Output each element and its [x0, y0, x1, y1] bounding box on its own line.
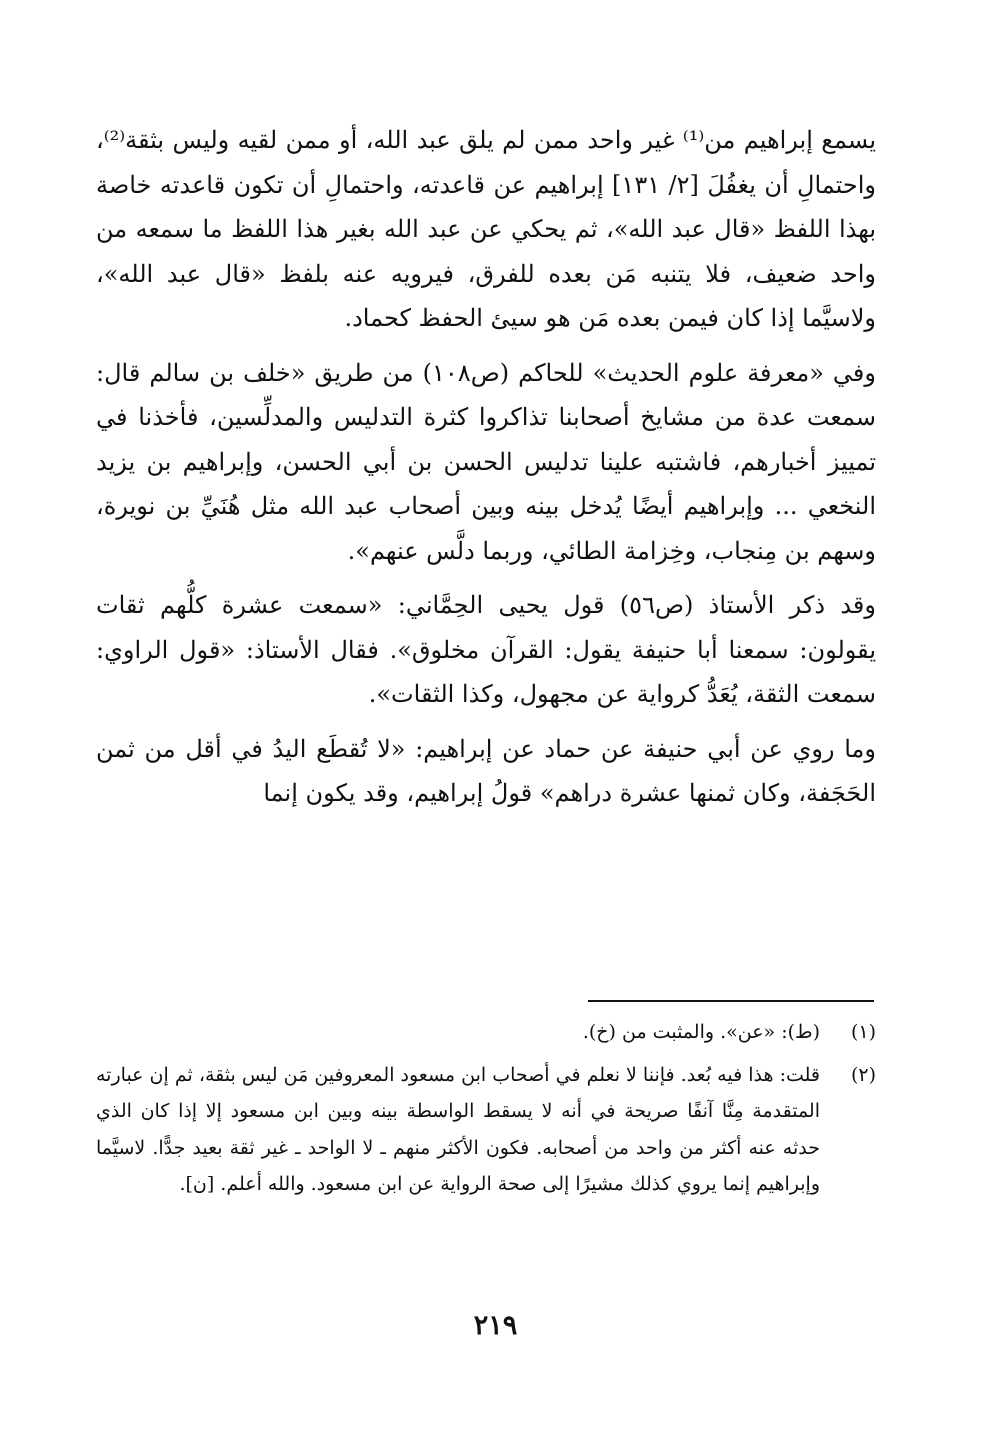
paragraph-4: وما روي عن أبي حنيفة عن حماد عن إبراهيم: «لا تُقطَع اليدُ في أقل من ثمن الحَجَفة، وكان ثمنها عشرة دراهم» قولُ إبراهيم، وقد يكون إنما [96, 734, 876, 807]
footnote-text: (ط): «عن». والمثبت من (خ). [582, 1021, 820, 1043]
main-text-body [96, 118, 876, 816]
footnote-2 [96, 1057, 876, 1203]
footnote-text: قلت: هذا فيه بُعد. فإننا لا نعلم في أصحاب ابن مسعود المعروفين مَن ليس بثقة، ثم إن عبارته المتقدمة مِنَّا آنفًا صريحة في أنه لا يسقط الواسطة بينه وبين ابن مسعود إلا إذا كان الذي حدثه عنه أكثر من واحد من أصحابه. فكون الأكثر منهم ـ لا الواحد ـ غير ثقة بعيد جدًّا. لاسيَّما وإبراهيم إنما يروي كذلك مشيرًا إلى صحة الرواية عن ابن مسعود. والله أعلم. [ن]. [96, 1063, 820, 1195]
footnote-number: (٢) [850, 1063, 876, 1086]
paragraph-3: وقد ذكر الأستاذ (ص٥٦) قول يحيى الحِمَّاني: «سمعت عشرة كلُّهم ثقات يقولون: سمعنا أبا حنيفة يقول: القرآن مخلوق». فقال الأستاذ: «قول الراوي: سمعت الثقة، يُعَدُّ كرواية عن مجهول، وكذا الثقات». [96, 591, 876, 708]
footnote-number: (١) [850, 1021, 876, 1043]
footnote-divider [588, 1000, 874, 1002]
page-number: ٢١٩ [473, 1310, 518, 1341]
paragraph-1: يسمع إبراهيم من⁽¹⁾ غير واحد ممن لم يلق عبد الله، أو ممن لقيه وليس بثقة⁽²⁾، واحتمالِ أن يغفُلَ [٢/ ١٣١] إبراهيم عن قاعدته، واحتمالِ أن تكون قاعدته خاصة بهذا اللفظ «قال عبد الله»، ثم يحكي عن عبد الله بغير هذا اللفظ ما سمعه من واحد ضعيف، فلا يتنبه مَن بعده للفرق، فيرويه عنه بلفظ «قال عبد الله»، ولاسيَّما إذا كان فيمن بعده مَن هو سيئ الحفظ كحماد. [96, 126, 877, 332]
paragraph-2: وفي «معرفة علوم الحديث» للحاكم (ص١٠٨) من طريق «خلف بن سالم قال: سمعت عدة من مشايخ أصحابنا تذاكروا كثرة التدليس والمدلِّسين، فأخذنا في تمييز أخبارهم، فاشتبه علينا تدليس الحسن بن أبي الحسن، وإبراهيم بن يزيد النخعي ... وإبراهيم أيضًا يُدخل بينه وبين أصحاب عبد الله مثل هُنَيِّ بن نويرة، وسهم بن مِنجاب، وخِزامة الطائي، وربما دلَّس عنهم». [96, 358, 876, 565]
footnotes [96, 1014, 876, 1203]
footnote-1 [96, 1014, 876, 1051]
